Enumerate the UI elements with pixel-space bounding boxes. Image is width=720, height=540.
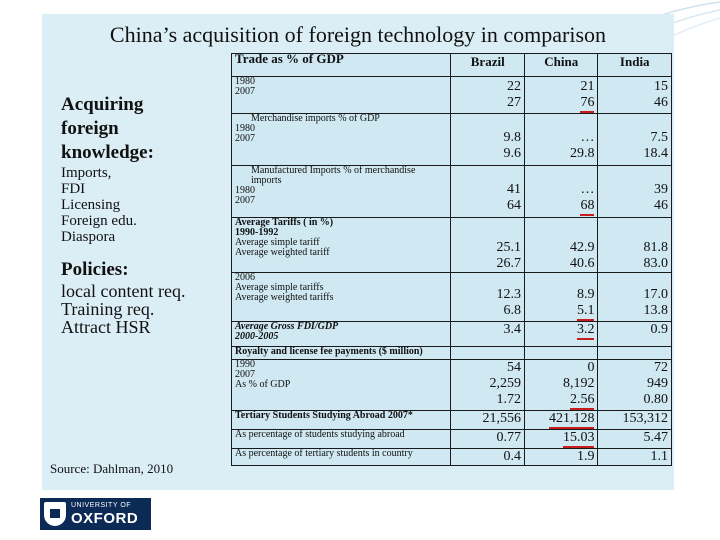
row-label-line: Average Tariffs ( in %): [235, 217, 334, 228]
cell-value: 0.80: [643, 392, 668, 407]
row-label-line: 2007: [235, 86, 255, 97]
cell-value: 46: [654, 198, 668, 213]
row-label-line: 1990: [235, 359, 255, 370]
cell-india: [598, 218, 672, 273]
cell-china: [524, 77, 598, 114]
cell-value: 40.6: [569, 256, 595, 271]
cell-value: 64: [506, 198, 521, 213]
cell-china: [524, 273, 598, 322]
table-row: [232, 114, 672, 166]
logo-small-text: UNIVERSITY OF: [71, 502, 132, 509]
cell-value: 18.4: [643, 146, 668, 161]
table-row: [232, 347, 672, 360]
cell-brazil: [451, 322, 525, 347]
cell-brazil: [451, 77, 525, 114]
list-item: Attract HSR: [61, 317, 151, 337]
row-label: [232, 360, 451, 411]
list-item: Licensing: [61, 197, 121, 213]
policies-section: [61, 258, 201, 336]
cell-value: 3.2: [528, 322, 595, 340]
cell-value: 72: [654, 360, 668, 375]
cell-value: 9.6: [503, 146, 521, 161]
cell-value: 1.72: [496, 392, 521, 407]
row-label: [232, 273, 451, 322]
table-row: [232, 360, 672, 411]
cell-india: [598, 411, 672, 430]
row-label-line: Average weighted tariff: [235, 247, 330, 258]
cell-brazil: [451, 411, 525, 430]
cell-brazil: [451, 166, 525, 218]
cell-china: [524, 347, 598, 360]
cell-value: 29.8: [569, 146, 595, 161]
cell-value: 13.8: [643, 303, 668, 318]
row-label-line: Merchandise imports % of GDP: [251, 113, 380, 124]
row-label-line: Average simple tariffs: [235, 282, 324, 293]
table-row: [232, 166, 672, 218]
cell-value: …: [580, 182, 595, 197]
policies-heading: Policies:: [61, 259, 129, 280]
cell-value: 15.03: [528, 430, 595, 448]
list-item: Imports,: [61, 165, 112, 181]
cell-value: 12.3: [496, 287, 521, 302]
cell-india: [598, 449, 672, 466]
cell-value: 42.9: [569, 240, 595, 255]
cell-india: [598, 360, 672, 411]
cell-value: 17.0: [643, 287, 668, 302]
cell-value: 0.77: [496, 430, 521, 445]
cell-brazil: [451, 273, 525, 322]
cell-value: 0.4: [503, 449, 521, 464]
cell-value: 46: [654, 95, 668, 110]
cell-china: [524, 430, 598, 449]
cell-brazil: [451, 430, 525, 449]
cell-india: [598, 347, 672, 360]
content-panel: [42, 14, 674, 490]
cell-value: 41: [506, 182, 521, 197]
cell-india: [598, 273, 672, 322]
cell-value: 76: [528, 95, 595, 113]
list-item: Foreign edu.: [61, 213, 137, 229]
row-label: [232, 430, 451, 449]
row-label-line: As percentage of tertiary students in country: [235, 448, 413, 459]
cell-value: 8,192: [562, 376, 595, 391]
cell-value: 15: [654, 79, 668, 94]
cell-value: 0.9: [650, 322, 668, 337]
row-label-line: 2000-2005: [235, 331, 279, 342]
crest-icon: [44, 502, 66, 526]
cell-value: 5.47: [643, 430, 668, 445]
cell-value: 27: [506, 95, 521, 110]
row-label: [232, 166, 451, 218]
knowledge-heading: Acquiring foreign knowledge:: [61, 94, 154, 163]
list-item: FDI: [61, 181, 86, 197]
cell-value: 3.4: [503, 322, 521, 337]
cell-value: 6.8: [503, 303, 521, 318]
cell-india: [598, 166, 672, 218]
list-item: local content req.: [61, 281, 186, 301]
row-label-line: 2007: [235, 133, 255, 144]
source-note: Source: Dahlman, 2010: [50, 461, 174, 476]
row-label-line: 2006: [235, 272, 255, 283]
table-row: [232, 411, 672, 430]
header-india: India: [598, 54, 672, 77]
row-label: [232, 347, 451, 360]
cell-china: [524, 411, 598, 430]
row-label-line: Manufactured Imports % of merchandise imports: [251, 165, 416, 186]
row-label-line: Royalty and license fee payments ($ million): [235, 346, 423, 357]
table-row: [232, 273, 672, 322]
row-label-line: Tertiary Students Studying Abroad 2007*: [235, 410, 413, 421]
row-label-line: 1990-1992: [235, 227, 279, 238]
cell-india: [598, 322, 672, 347]
cell-india: [598, 430, 672, 449]
cell-brazil: [451, 218, 525, 273]
header-brazil: Brazil: [451, 54, 525, 77]
cell-china: [524, 322, 598, 347]
knowledge-section: [61, 93, 201, 245]
row-label-line: 1980: [235, 76, 255, 87]
cell-value: …: [580, 130, 595, 145]
oxford-logo: [40, 498, 151, 530]
cell-china: [524, 449, 598, 466]
cell-brazil: [451, 360, 525, 411]
row-label-line: As percentage of students studying abroad: [235, 429, 405, 440]
cell-china: [524, 360, 598, 411]
row-label-line: 1980: [235, 185, 255, 196]
cell-value: 81.8: [643, 240, 668, 255]
cell-brazil: [451, 347, 525, 360]
header-label: Trade as % of GDP: [232, 54, 451, 77]
cell-value: 9.8: [503, 130, 521, 145]
cell-value: 5.1: [528, 303, 595, 321]
cell-china: [524, 166, 598, 218]
cell-value: 83.0: [643, 256, 668, 271]
row-label-line: Average Gross FDI/GDP: [235, 321, 339, 332]
cell-value: 8.9: [576, 287, 595, 302]
cell-india: [598, 77, 672, 114]
cell-value: 0: [587, 360, 595, 375]
cell-brazil: [451, 449, 525, 466]
cell-china: [524, 114, 598, 166]
cell-value: 421,128: [528, 411, 595, 429]
row-label: [232, 77, 451, 114]
cell-brazil: [451, 114, 525, 166]
row-label: [232, 218, 451, 273]
cell-value: 153,312: [622, 411, 668, 426]
row-label-line: 2007: [235, 195, 255, 206]
policies-list: [61, 282, 201, 336]
cell-value: 949: [647, 376, 668, 391]
cell-value: 21,556: [482, 411, 521, 426]
cell-value: 21: [580, 79, 595, 94]
logo-big-text: OXFORD: [71, 510, 139, 527]
row-label-line: As % of GDP: [235, 379, 291, 390]
cell-china: [524, 218, 598, 273]
table-row: [232, 449, 672, 466]
table-row: [232, 430, 672, 449]
table-header-row: [232, 54, 672, 77]
comparison-table: [231, 53, 672, 466]
slide-title: China’s acquisition of foreign technology in comparison: [109, 22, 607, 47]
cell-value: 1.1: [650, 449, 668, 464]
row-label-line: 1980: [235, 123, 255, 134]
cell-value: 1.9: [576, 449, 595, 464]
row-label-line: Average simple tariff: [235, 237, 320, 248]
table-row: [232, 322, 672, 347]
row-label: [232, 411, 451, 430]
table-row: [232, 77, 672, 114]
table-row: [232, 218, 672, 273]
row-label-line: 2007: [235, 369, 255, 380]
row-label: [232, 449, 451, 466]
cell-value: 2.56: [528, 392, 595, 410]
cell-india: [598, 114, 672, 166]
row-label: [232, 114, 451, 166]
cell-value: 26.7: [496, 256, 521, 271]
cell-value: 22: [506, 79, 521, 94]
knowledge-list: [61, 165, 201, 245]
row-label-line: Average weighted tariffs: [235, 292, 334, 303]
cell-value: 68: [528, 198, 595, 216]
header-china: China: [524, 54, 598, 77]
cell-value: 7.5: [650, 130, 668, 145]
cell-value: 25.1: [496, 240, 521, 255]
cell-value: 39: [654, 182, 668, 197]
cell-value: 54: [506, 360, 521, 375]
cell-value: 2,259: [489, 376, 521, 391]
list-item: Training req.: [61, 299, 155, 319]
list-item: Diaspora: [61, 229, 116, 245]
row-label: [232, 322, 451, 347]
